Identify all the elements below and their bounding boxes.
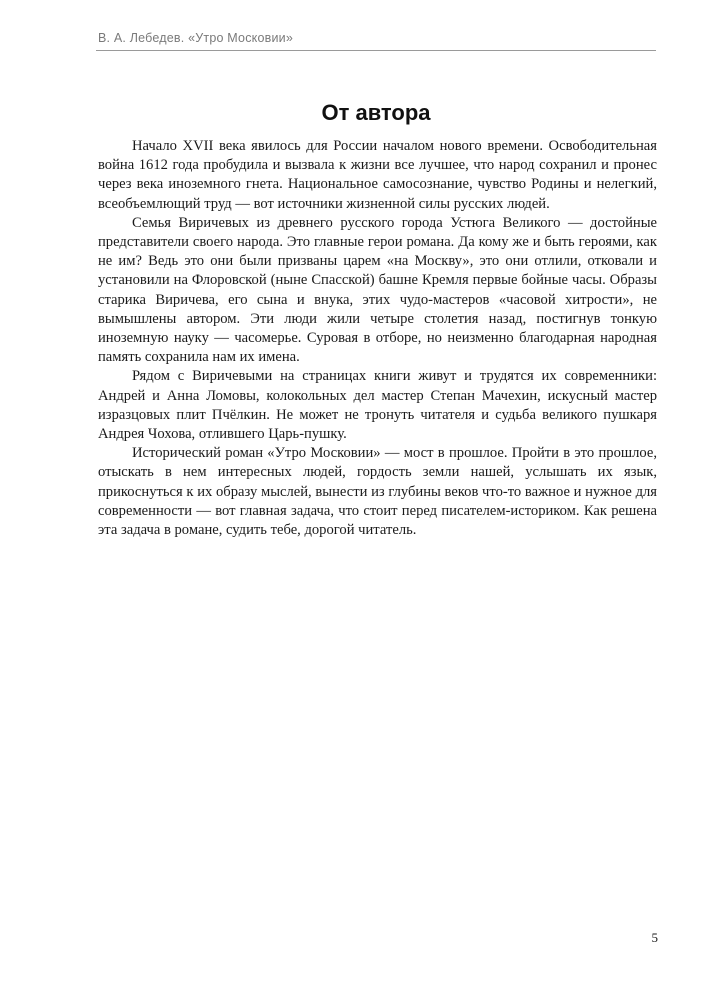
paragraph-1: Начало XVII века явилось для России началом нового времени. Освободительная война 1612 года пробудила и вызвала к жизни все лучшее, что народ сохранил и пронес через века иноземного гнета. Национальное самосознание, чувство Родины и нелегкий, всеобъемлющий труд — вот источники жизненной силы русских людей.	[98, 138, 657, 212]
running-head: В. А. Лебедев. «Утро Московии»	[98, 31, 293, 45]
body-text	[98, 137, 657, 540]
header-rule	[96, 50, 656, 51]
paragraph-2: Семья Виричевых из древнего русского города Устюга Великого — достойные представители своего народа. Это главные герои романа. Да кому же и быть героями, как не им? Ведь это они были призваны царем «на Москву», это они отлили, отковали и установили на Флоровской (ныне Спасской) башне Кремля первые бойные часы. Образы старика Виричева, его сына и внука, этих чудо-мастеров «часовой хитрости», не вымышлены автором. Эти люди жили четыре столетия назад, постигнув тонкую иноземную науку — часомерье. Суровая в отборе, но неизменно благодарная народная память сохранила нам их имена.	[98, 214, 657, 366]
paragraph-4: Исторический роман «Утро Московии» — мост в прошлое. Пройти в это прошлое, отыскать в нем интересных людей, гордость земли нашей, услышать их язык, прикоснуться к их образу мыслей, вынести из глубины веков что-то важное и нужное для современности — вот главная задача, что стоит перед писателем-историком. Как решена эта задача в романе, судить тебе, дорогой читатель.	[98, 445, 657, 539]
paragraph-3: Рядом с Виричевыми на страницах книги живут и трудятся их современники: Андрей и Анна Ломовы, колокольных дел мастер Степан Мачехин, искусный мастер изразцовых плит Пчёлкин. Не может не тронуть читателя и судьба великого пушкаря Андрея Чохова, отлившего Царь-пушку.	[98, 368, 657, 443]
page-title: От автора	[321, 100, 431, 125]
page-number: 5	[651, 930, 658, 945]
